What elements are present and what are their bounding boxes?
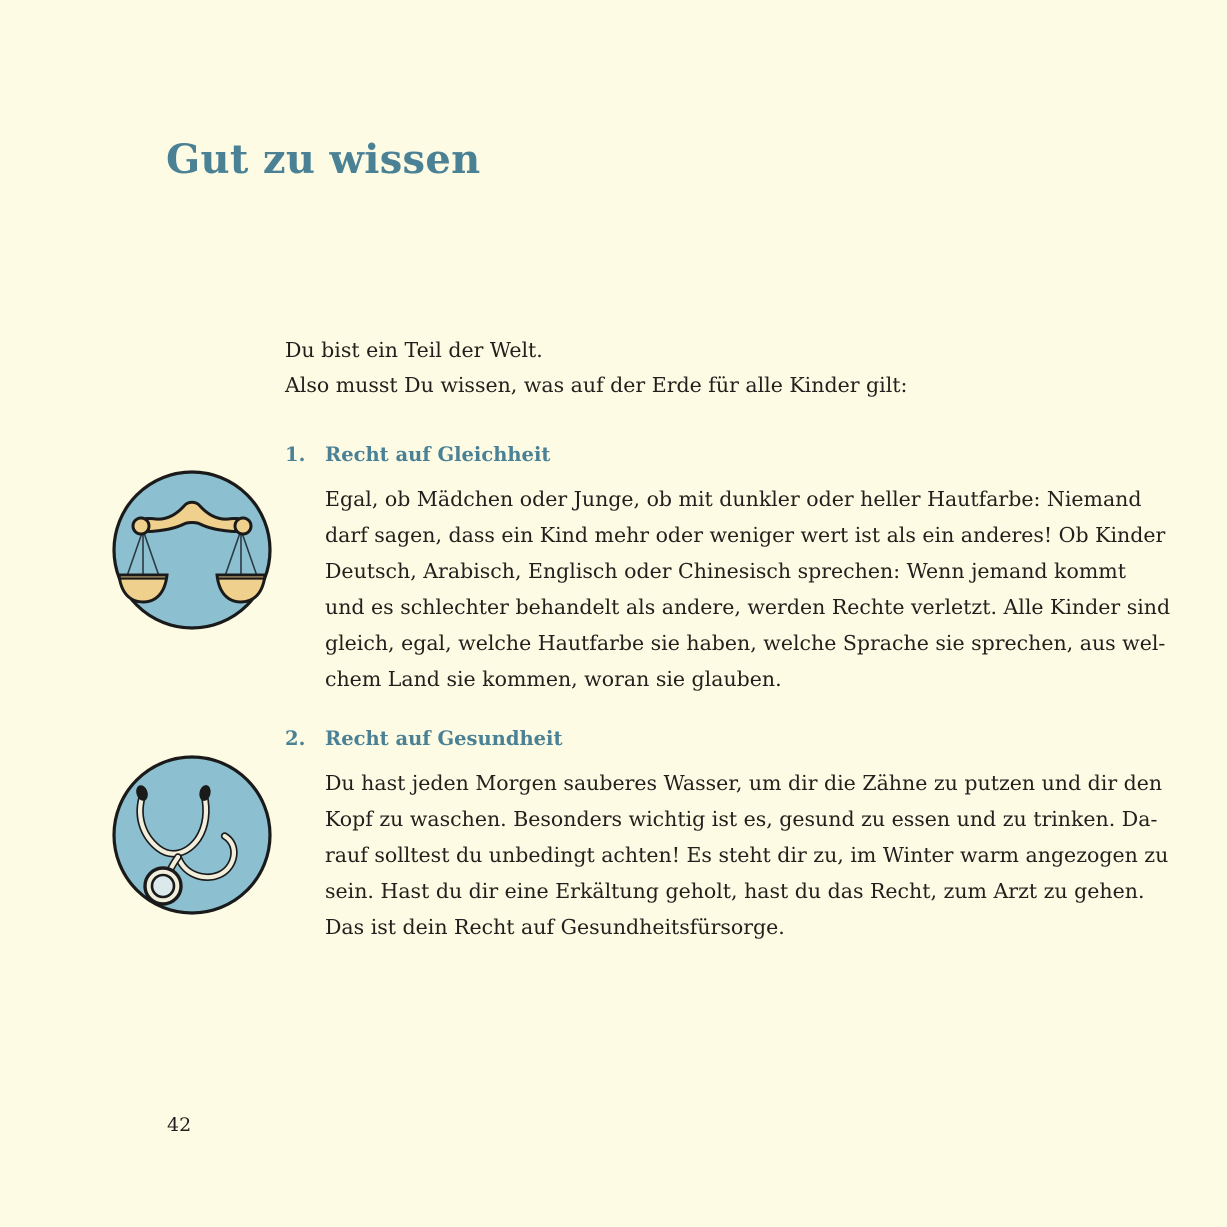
- body-line: rauf solltest du unbedingt achten! Es steht dir zu, im Winter warm angezogen zu: [325, 843, 1169, 867]
- body-line: gleich, egal, welche Hautfarbe sie haben, welche Sprache sie sprechen, aus wel-: [325, 631, 1166, 655]
- right-item-1-number: 1.: [285, 443, 306, 466]
- body-line: Kopf zu waschen. Besonders wichtig ist es, gesund zu essen und zu trinken. Da-: [325, 807, 1158, 831]
- stethoscope-icon: [110, 753, 274, 917]
- intro-line-1: Du bist ein Teil der Welt.: [285, 338, 543, 362]
- intro-paragraph: [285, 333, 1085, 403]
- body-line: sein. Hast du dir eine Erkältung geholt, hast du das Recht, zum Arzt zu gehen.: [325, 879, 1145, 903]
- body-line: Egal, ob Mädchen oder Junge, ob mit dunkler oder heller Hautfarbe: Niemand: [325, 487, 1142, 511]
- balance-scales-icon: [110, 468, 274, 632]
- right-item-1-title: Recht auf Gleichheit: [325, 443, 551, 466]
- right-item-1: [285, 443, 1171, 697]
- body-line: chem Land sie kommen, woran sie glauben.: [325, 667, 782, 691]
- body-line: Du hast jeden Morgen sauberes Wasser, um dir die Zähne zu putzen und dir den: [325, 771, 1163, 795]
- body-line: Deutsch, Arabisch, Englisch oder Chinesisch sprechen: Wenn jemand kommt: [325, 559, 1126, 583]
- intro-line-2: Also musst Du wissen, was auf der Erde für alle Kinder gilt:: [285, 373, 908, 397]
- page-title: Gut zu wissen: [166, 136, 481, 183]
- body-line: darf sagen, dass ein Kind mehr oder weniger wert ist als ein anderes! Ob Kinder: [325, 523, 1166, 547]
- right-item-1-heading: [285, 443, 1085, 473]
- right-item-1-body: [325, 481, 1171, 697]
- right-item-2-title: Recht auf Gesundheit: [325, 727, 563, 750]
- page-number: 42: [167, 1114, 192, 1136]
- body-line: Das ist dein Recht auf Gesundheitsfürsorge.: [325, 915, 785, 939]
- body-line: und es schlechter behandelt als andere, werden Rechte verletzt. Alle Kinder sind: [325, 595, 1171, 619]
- illustration-right-1: [110, 468, 274, 632]
- right-item-2-number: 2.: [285, 727, 306, 750]
- right-item-2-heading: [285, 727, 1085, 757]
- illustration-right-2: [110, 753, 274, 917]
- right-item-2-body: [325, 765, 1169, 945]
- right-item-2: [285, 727, 1169, 945]
